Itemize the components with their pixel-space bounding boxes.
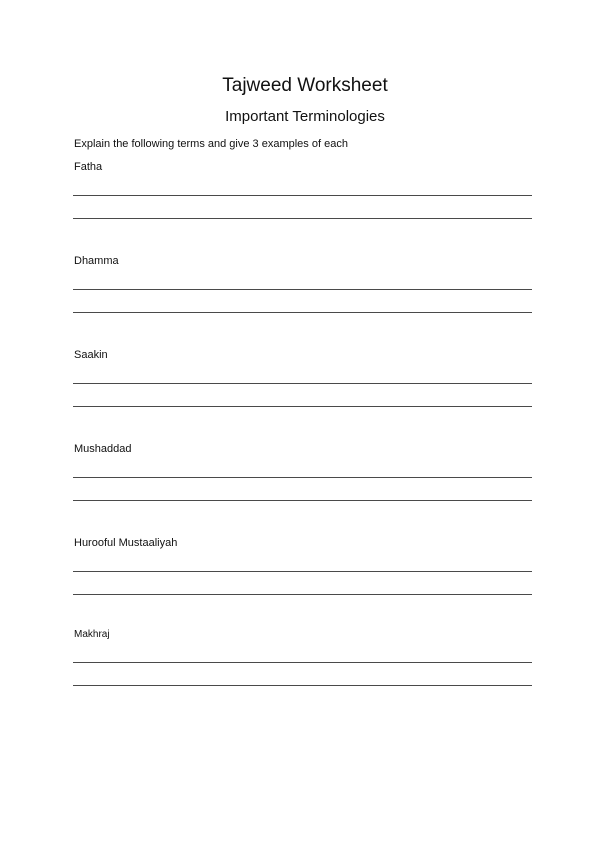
term-label-fatha: Fatha [74, 161, 103, 173]
answer-line[interactable] [73, 383, 532, 384]
answer-line[interactable] [73, 477, 532, 478]
term-label-makhraj: Makhraj [74, 629, 110, 640]
answer-line[interactable] [73, 500, 532, 501]
answer-line[interactable] [73, 195, 532, 196]
term-label-hurooful-mustaaliyah: Hurooful Mustaaliyah [74, 537, 178, 549]
answer-line[interactable] [73, 662, 532, 663]
instructions: Explain the following terms and give 3 examples of each [74, 138, 348, 150]
answer-line[interactable] [73, 289, 532, 290]
term-label-dhamma: Dhamma [74, 255, 119, 267]
answer-line[interactable] [73, 406, 532, 407]
answer-line[interactable] [73, 218, 532, 219]
answer-line[interactable] [73, 571, 532, 572]
term-label-mushaddad: Mushaddad [74, 443, 132, 455]
answer-line[interactable] [73, 594, 532, 595]
term-label-saakin: Saakin [74, 349, 108, 361]
page-title: Tajweed Worksheet [222, 75, 388, 96]
answer-line[interactable] [73, 685, 532, 686]
answer-line[interactable] [73, 312, 532, 313]
page-subtitle: Important Terminologies [225, 108, 385, 125]
